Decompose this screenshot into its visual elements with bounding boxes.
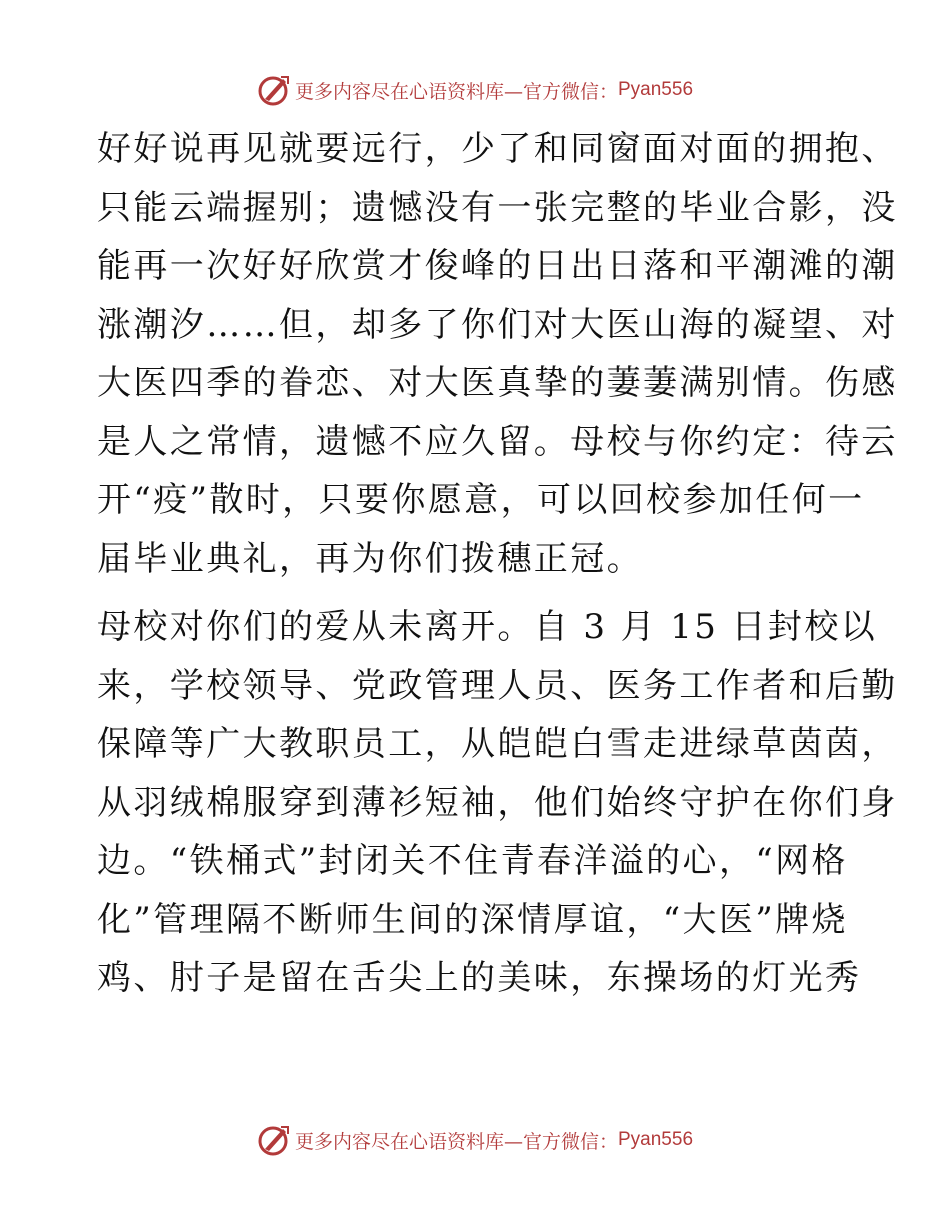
text-line: 大医四季的眷恋、对大医真挚的萋萋满别情。伤感 xyxy=(97,363,898,403)
footer-banner-id: Pyan556 xyxy=(618,1129,694,1150)
text-line: 来，学校领导、党政管理人员、医务工作者和后勤 xyxy=(97,665,898,706)
text-line: 好好说再见就要远行，少了和同窗面对面的拥抱、 xyxy=(97,129,898,169)
header-banner xyxy=(0,70,950,110)
footer-banner-text: 更多内容尽在心语资料库—官方微信： xyxy=(294,1130,618,1153)
paragraph-1 xyxy=(97,120,898,588)
text-line: 化”管理隔不断师生间的深情厚谊，“大医”牌烧 xyxy=(97,899,848,940)
quill-logo-icon xyxy=(257,1123,291,1157)
text-line: 届毕业典礼，再为你们拨穗正冠。 xyxy=(97,538,643,579)
text-line: 母校对你们的爱从未离开。自 3 月 15 日封校以 xyxy=(97,607,878,647)
text-line: 涨潮汐……但，却多了你们对大医山海的凝望、对 xyxy=(97,304,898,345)
header-banner-id: Pyan556 xyxy=(618,79,694,100)
text-line: 是人之常情，遗憾不应久留。母校与你约定：待云 xyxy=(97,421,898,462)
text-line: 保障等广大教职员工，从皑皑白雪走进绿草茵茵， xyxy=(97,724,898,764)
header-banner-text: 更多内容尽在心语资料库—官方微信： xyxy=(294,80,618,103)
text-line: 鸡、肘子是留在舌尖上的美味，东操场的灯光秀 xyxy=(97,958,862,998)
text-line: 能再一次好好欣赏才俊峰的日出日落和平潮滩的潮 xyxy=(97,246,898,286)
text-line: 只能云端握别；遗憾没有一张完整的毕业合影，没 xyxy=(97,187,898,228)
paragraph-gap xyxy=(97,588,857,598)
quill-logo-icon xyxy=(257,73,291,107)
footer-banner xyxy=(0,1120,950,1160)
document-body xyxy=(97,120,898,1008)
paragraph-2 xyxy=(97,598,898,1008)
text-line: 从羽绒棉服穿到薄衫短袖，他们始终守护在你们身 xyxy=(97,782,898,823)
text-line: 开“疫”散时，只要你愿意，可以回校参加任何一 xyxy=(97,480,865,520)
text-line: 边。“铁桶式”封闭关不住青春洋溢的心，“网格 xyxy=(97,841,848,881)
